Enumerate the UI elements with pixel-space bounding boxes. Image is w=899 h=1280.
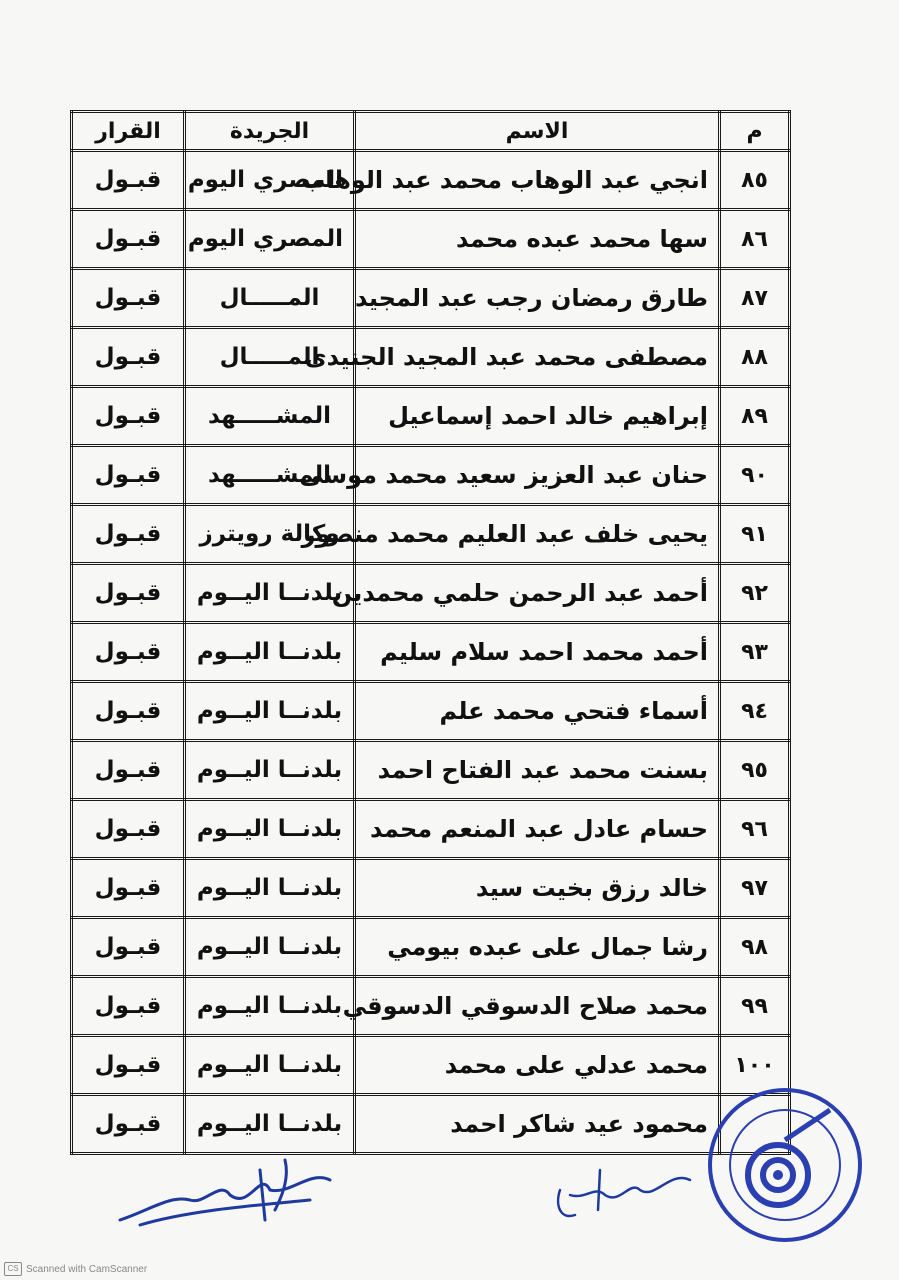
- row-newspaper: بلدنــا اليــوم: [185, 682, 355, 741]
- row-newspaper: بلدنــا اليــوم: [185, 1095, 355, 1154]
- row-name: محمد صلاح الدسوقي الدسوقي: [355, 977, 720, 1036]
- signature-left: [110, 1150, 340, 1250]
- row-decision: قبـول: [72, 505, 185, 564]
- row-decision: قبـول: [72, 387, 185, 446]
- row-num: ٩٤: [720, 682, 790, 741]
- row-decision: قبـول: [72, 800, 185, 859]
- row-newspaper: المشـــــهد: [185, 446, 355, 505]
- row-newspaper: وكالة رويترز: [185, 505, 355, 564]
- row-newspaper: المشـــــهد: [185, 387, 355, 446]
- row-num: ٩٥: [720, 741, 790, 800]
- table-row: [72, 387, 790, 446]
- row-num: ٩٦: [720, 800, 790, 859]
- row-name: سها محمد عبده محمد: [355, 210, 720, 269]
- header-newspaper: الجريدة: [185, 112, 355, 151]
- row-num: ٨٨: [720, 328, 790, 387]
- header-decision: القرار: [72, 112, 185, 151]
- row-num: ٨٧: [720, 269, 790, 328]
- row-name: بسنت محمد عبد الفتاح احمد: [355, 741, 720, 800]
- row-newspaper: بلدنــا اليــوم: [185, 741, 355, 800]
- table-row: [72, 210, 790, 269]
- row-newspaper: المـــــال: [185, 328, 355, 387]
- row-num: ٩٣: [720, 623, 790, 682]
- row-decision: قبـول: [72, 918, 185, 977]
- row-decision: قبـول: [72, 623, 185, 682]
- table-row: [72, 800, 790, 859]
- row-decision: قبـول: [72, 859, 185, 918]
- row-newspaper: بلدنــا اليــوم: [185, 977, 355, 1036]
- row-decision: قبـول: [72, 682, 185, 741]
- table-row: [72, 446, 790, 505]
- header-num: م: [720, 112, 790, 151]
- row-num: ٩٠: [720, 446, 790, 505]
- row-name: طارق رمضان رجب عبد المجيد: [355, 269, 720, 328]
- table-row: [72, 269, 790, 328]
- table-row: [72, 564, 790, 623]
- row-num: ١٠٠: [720, 1036, 790, 1095]
- row-num: ٨٥: [720, 151, 790, 210]
- row-newspaper: المـــــال: [185, 269, 355, 328]
- row-decision: قبـول: [72, 151, 185, 210]
- table-row: [72, 918, 790, 977]
- scanner-footer: [4, 1262, 147, 1276]
- row-name: أحمد محمد احمد سلام سليم: [355, 623, 720, 682]
- table-row: [72, 682, 790, 741]
- row-newspaper: بلدنــا اليــوم: [185, 918, 355, 977]
- row-decision: قبـول: [72, 1095, 185, 1154]
- row-name: رشا جمال على عبده بيومي: [355, 918, 720, 977]
- row-name: محمد عدلي على محمد: [355, 1036, 720, 1095]
- row-decision: قبـول: [72, 446, 185, 505]
- table-row: [72, 977, 790, 1036]
- table-row: [72, 859, 790, 918]
- row-newspaper: بلدنــا اليــوم: [185, 1036, 355, 1095]
- row-newspaper: المصري اليوم: [185, 210, 355, 269]
- table-row: [72, 1095, 790, 1154]
- table-row: [72, 328, 790, 387]
- row-decision: قبـول: [72, 269, 185, 328]
- row-decision: قبـول: [72, 564, 185, 623]
- signature-middle: [540, 1150, 700, 1230]
- table-row: [72, 505, 790, 564]
- header-row: [72, 112, 790, 151]
- row-name: أسماء فتحي محمد علم: [355, 682, 720, 741]
- row-newspaper: بلدنــا اليــوم: [185, 564, 355, 623]
- table-row: [72, 741, 790, 800]
- members-table: [70, 110, 791, 1155]
- row-newspaper: بلدنــا اليــوم: [185, 623, 355, 682]
- row-name: حنان عبد العزيز سعيد محمد موسى: [355, 446, 720, 505]
- row-decision: قبـول: [72, 328, 185, 387]
- row-name: محمود عيد شاكر احمد: [355, 1095, 720, 1154]
- row-num: ٩٨: [720, 918, 790, 977]
- table-row: [72, 151, 790, 210]
- scanner-footer-text: Scanned with CamScanner: [26, 1263, 148, 1275]
- row-num: ٨٦: [720, 210, 790, 269]
- row-newspaper: المصري اليوم: [185, 151, 355, 210]
- row-name: حسام عادل عبد المنعم محمد: [355, 800, 720, 859]
- row-num: ٨٩: [720, 387, 790, 446]
- row-newspaper: بلدنــا اليــوم: [185, 800, 355, 859]
- row-decision: قبـول: [72, 1036, 185, 1095]
- row-num: ٩١: [720, 505, 790, 564]
- row-num: ٩٩: [720, 977, 790, 1036]
- table-row: [72, 623, 790, 682]
- row-name: مصطفى محمد عبد المجيد الجنيدى: [355, 328, 720, 387]
- row-name: إبراهيم خالد احمد إسماعيل: [355, 387, 720, 446]
- row-num: ٩٧: [720, 859, 790, 918]
- row-newspaper: بلدنــا اليــوم: [185, 859, 355, 918]
- row-decision: قبـول: [72, 210, 185, 269]
- row-decision: قبـول: [72, 741, 185, 800]
- cs-icon: CS: [4, 1262, 22, 1276]
- row-name: انجي عبد الوهاب محمد عبد الوهاب: [355, 151, 720, 210]
- header-name: الاسم: [355, 112, 720, 151]
- row-num: ٩٢: [720, 564, 790, 623]
- row-name: خالد رزق بخيت سيد: [355, 859, 720, 918]
- row-name: يحيى خلف عبد العليم محمد منصور: [355, 505, 720, 564]
- syndicate-seal: [700, 1080, 870, 1250]
- row-decision: قبـول: [72, 977, 185, 1036]
- table-row: [72, 1036, 790, 1095]
- row-name: أحمد عبد الرحمن حلمي محمدين: [355, 564, 720, 623]
